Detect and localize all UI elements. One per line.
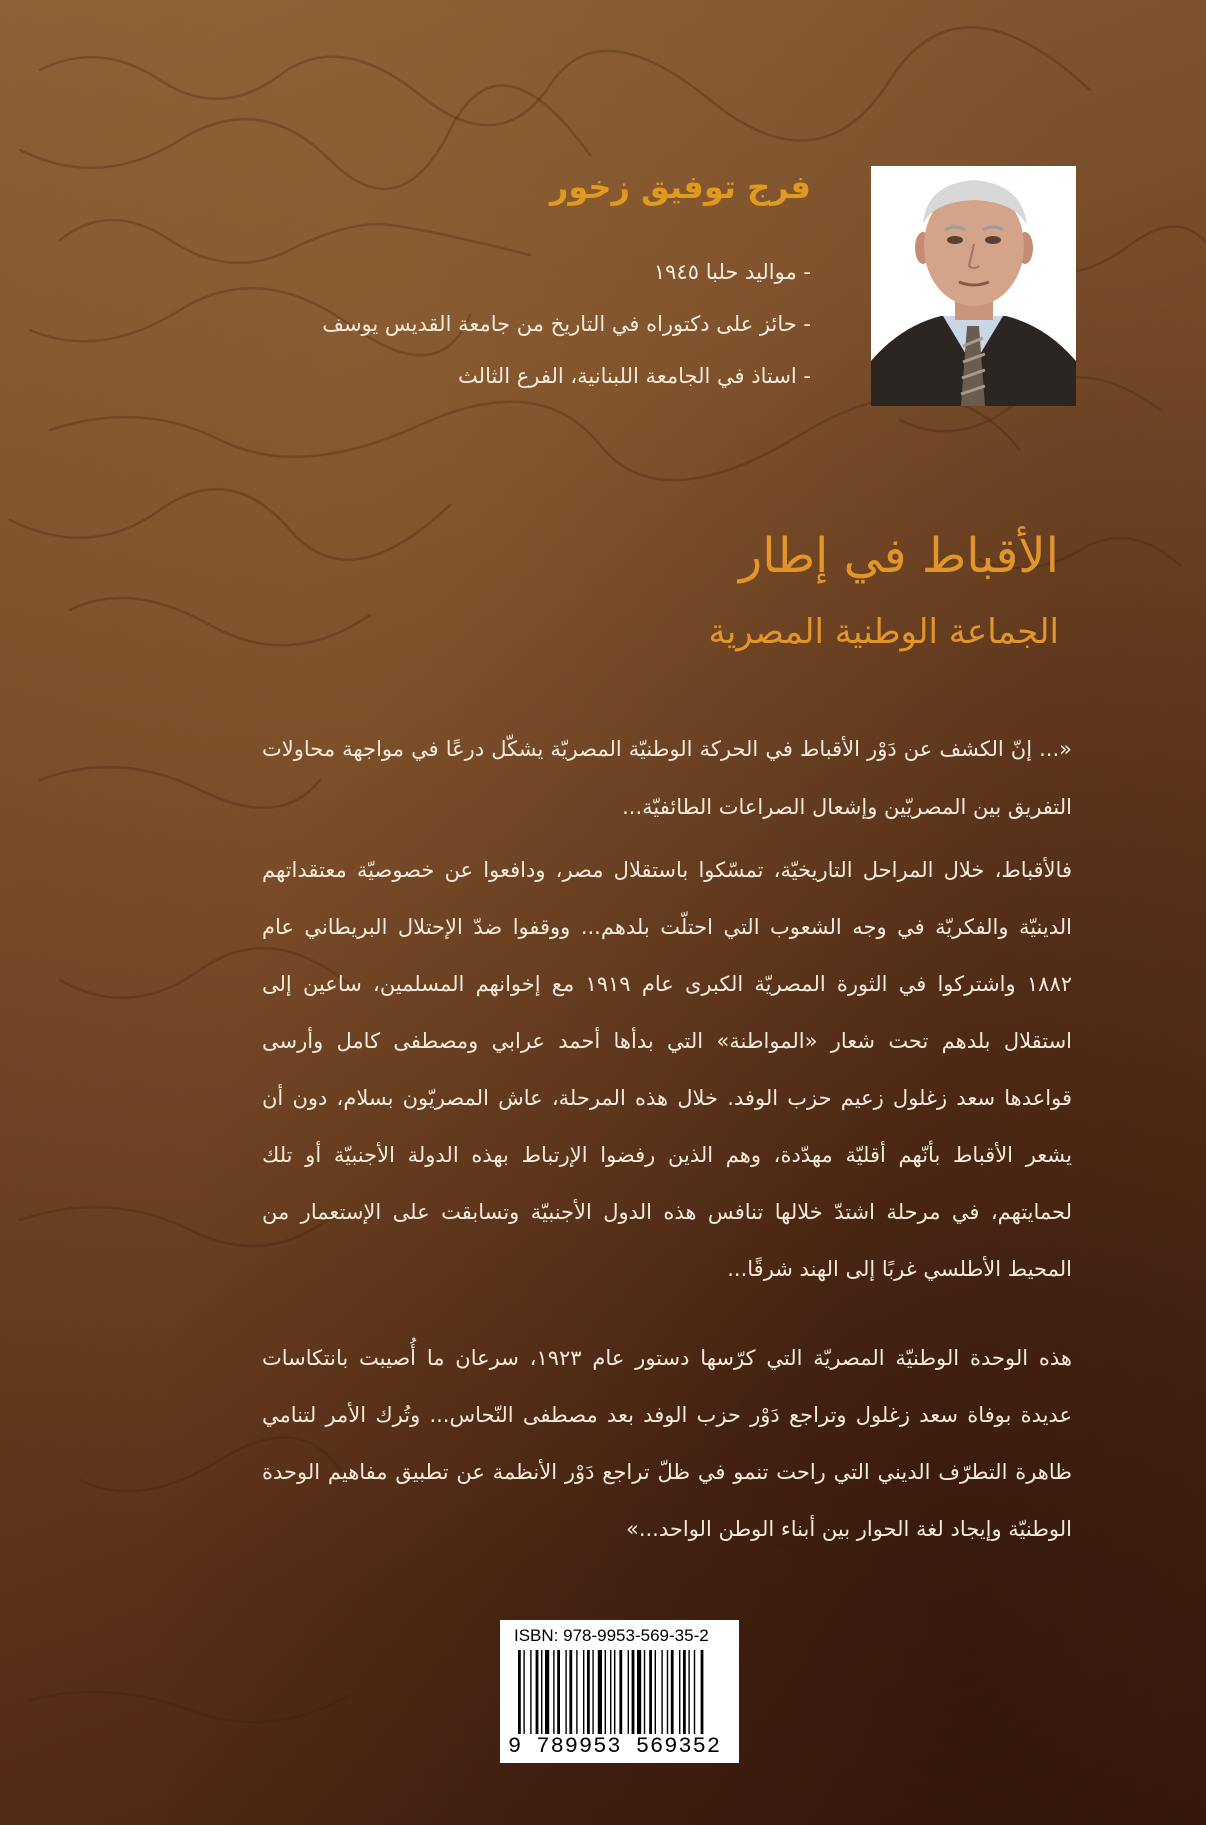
bio-item-birth: - مواليد حلبا ١٩٤٥ [653,260,811,284]
bio-item-doctorate: - حائز على دكتوراه في التاريخ من جامعة القديس يوسف [322,312,811,336]
barcode-bar [583,1650,584,1734]
barcode-bar [598,1650,602,1734]
barcode-bar [523,1650,524,1734]
barcode-bar [637,1650,641,1734]
barcode-bar [649,1650,652,1734]
barcode-bar [610,1650,611,1734]
barcode-bar [518,1650,521,1734]
book-title-line-2: الجماعة الوطنية المصرية [708,612,1059,652]
barcode-digits: 9 789953 569352 [508,1734,722,1759]
barcode-bar [694,1650,695,1734]
book-title-line-1: الأقباط في إطار [739,528,1059,584]
barcode-bar [628,1650,629,1734]
bio-item-position: - استاذ في الجامعة اللبنانية، الفرع الثالث [458,364,811,388]
barcode-bar [683,1650,686,1734]
blurb-paragraph-1: «... إنّ الكشف عن دَوْر الأقباط في الحركة الوطنيّة المصريّة يشكّل درعًا في مواجهة محاولات التفريق بين المصريّين وإشعال الصراعات الطائفيّة... [262,737,1072,819]
blurb-paragraph-3: هذه الوحدة الوطنيّة المصريّة التي كرّسها دستور عام ١٩٢٣، سرعان ما أُصيبت بانتكاسات عديدة بوفاة سعد زغلول وتراجع دَوْر حزب الوفد بعد مصطفى النّحاس... وتُرك الأمر لتنامي ظاهرة التطرّف الديني التي راحت تنمو في ظلّ تراجع دَوْر الأنظمة عن تطبيق مفاهيم الوحدة الوطنيّة وإيجاد لغة الحوار بين أبناء الوطن الواحد...» [262,1346,1072,1541]
author-name: فرج توفيق زخور [549,168,811,206]
barcode-bar [545,1650,549,1734]
barcode-bar [661,1650,662,1734]
barcode-bar [655,1650,656,1734]
author-photo-illustration [871,166,1076,406]
barcode-bar [576,1650,577,1734]
barcode-bar [536,1650,539,1734]
barcode-bar [592,1650,593,1734]
isbn-number: ISBN: 978-9953-569-35-2 [514,1626,709,1645]
barcode-bar [541,1650,542,1734]
author-bio-list [251,252,811,408]
barcode-bar [667,1650,668,1734]
barcode-bar [671,1650,674,1734]
isbn-barcode-label [500,1620,739,1763]
blurb-paragraph-2: فالأقباط، خلال المراحل التاريخيّة، تمسّكوا باستقلال مصر، ودافعوا عن خصوصيّة معتقداتهم الدينيّة والفكريّة في وجه الشعوب التي احتلّت بلدهم... ووقفوا ضدّ الإحتلال البريطاني عام ١٨٨٢ واشتركوا في الثورة المصريّة الكبرى عام ١٩١٩ مع إخوانهم المسلمين، ساعين إلى استقلال بلدهم تحت شعار «المواطنة» التي بدأها أحمد عرابي ومصطفى كامل وأرسى قواعدها سعد زغلول زعيم حزب الوفد. خلال هذه المرحلة، عاش المصريّون بسلام، دون أن يشعر الأقباط بأنّهم أقليّة مهدّدة، وهم الذين رفضوا الإرتباط بهذه الدولة الأجنبيّة أو تلك لحمايتهم، في مرحلة اشتدّ خلالها تنافس هذه الدول الأجنبيّة وتسابقت على الإستعمار من المحيط الأطلسي غربًا إلى الهند شرقًا... [262,858,1073,1281]
barcode-bar [557,1650,560,1734]
barcode-bar [688,1650,689,1734]
barcode-bar [565,1650,566,1734]
barcode-bar [619,1650,622,1734]
barcode-bar [644,1650,645,1734]
barcode-bar [701,1650,704,1734]
barcode-bar [679,1650,680,1734]
barcode-bar [587,1650,590,1734]
barcode-bar [605,1650,606,1734]
barcode-bar [614,1650,615,1734]
barcode-bar [569,1650,572,1734]
author-portrait [871,166,1076,406]
barcode-bar [530,1650,531,1734]
barcode-bar [553,1650,554,1734]
barcode-bar [632,1650,635,1734]
barcode-icon [518,1650,722,1734]
